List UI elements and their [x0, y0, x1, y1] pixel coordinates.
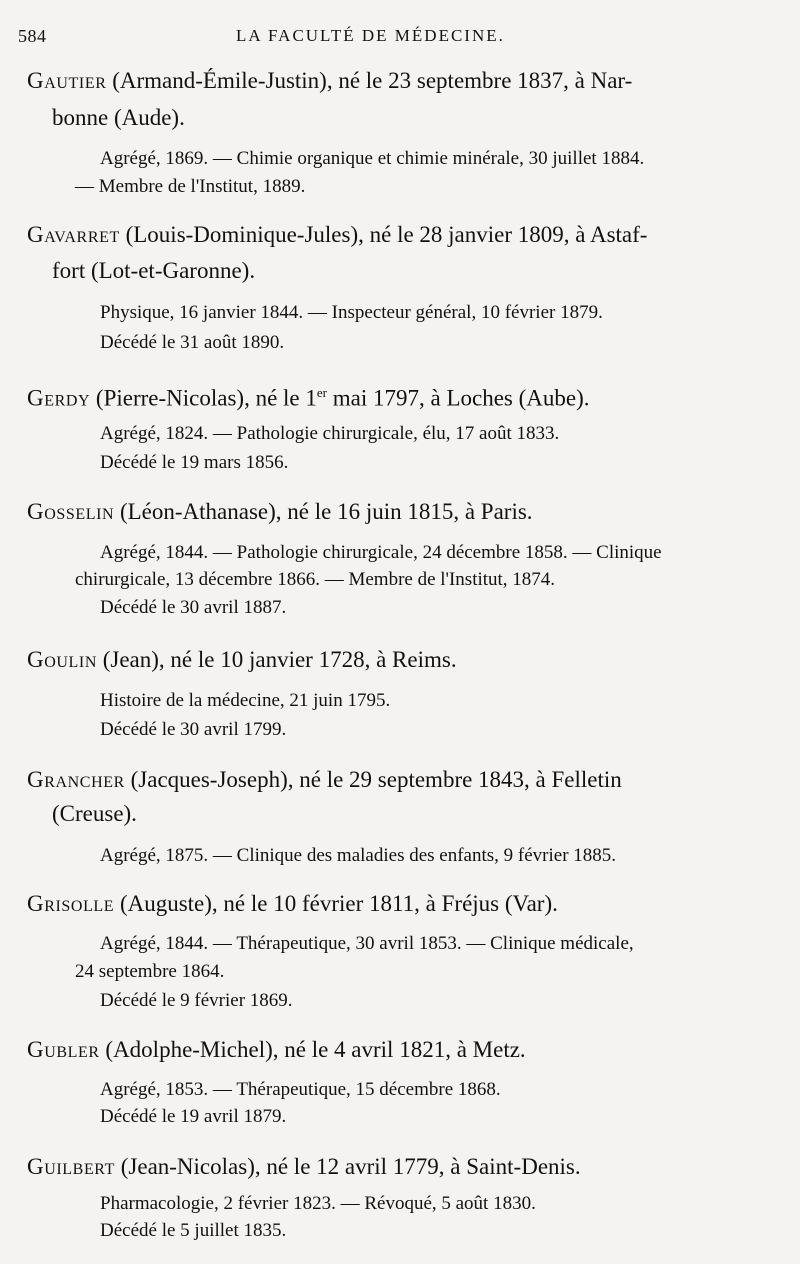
entry-detail: Décédé le 30 avril 1799.	[100, 719, 287, 740]
entry-detail: Décédé le 9 février 1869.	[100, 990, 293, 1011]
entry-heading	[27, 497, 778, 527]
surname: Gosselin	[27, 499, 115, 524]
surname: Gautier	[27, 68, 107, 93]
entry-detail: Décédé le 5 juillet 1835.	[100, 1220, 287, 1241]
entry-heading-text: (Jacques-Joseph), né le 29 septembre 1843, à Felletin	[124, 767, 622, 792]
surname: Guilbert	[27, 1154, 115, 1179]
entry-heading-text: (Jean), né le 10 janvier 1728, à Reims.	[96, 647, 457, 672]
entry-heading	[27, 645, 778, 675]
entry-detail: Agrégé, 1869. — Chimie organique et chimie minérale, 30 juillet 1884.	[100, 148, 645, 169]
surname: Gubler	[27, 1037, 100, 1062]
entry-heading-text: (Louis-Dominique-Jules), né le 28 janvier 1809, à Astaf-	[119, 222, 648, 247]
entry-heading	[27, 220, 778, 250]
entry-heading-continuation: (Creuse).	[52, 801, 137, 826]
entry-detail: chirurgicale, 13 décembre 1866. — Membre de l'Institut, 1874.	[75, 569, 556, 590]
entry-detail: — Membre de l'Institut, 1889.	[75, 176, 306, 197]
surname: Gavarret	[27, 222, 120, 247]
entry-detail: Agrégé, 1844. — Pathologie chirurgicale, 24 décembre 1858. — Clinique	[100, 542, 662, 563]
entry-heading-text: (Jean-Nicolas), né le 12 avril 1779, à Saint-Denis.	[115, 1154, 581, 1179]
entry-heading-continuation: fort (Lot-et-Garonne).	[52, 258, 256, 283]
surname: Goulin	[27, 647, 97, 672]
entry-detail: Décédé le 31 août 1890.	[100, 332, 285, 353]
entry-heading-text: (Pierre-Nicolas), né le 1	[90, 385, 317, 411]
running-head	[18, 26, 782, 50]
entry-detail: 24 septembre 1864.	[75, 961, 225, 982]
entry-heading	[27, 66, 778, 96]
entry-heading	[27, 1152, 778, 1182]
surname: Grisolle	[27, 891, 115, 916]
ordinal-superscript: er	[316, 385, 327, 400]
entry-heading-continuation: bonne (Aude).	[52, 105, 185, 130]
entry-detail: Histoire de la médecine, 21 juin 1795.	[100, 690, 391, 711]
entry-detail: Agrégé, 1824. — Pathologie chirurgicale, élu, 17 août 1833.	[100, 423, 560, 444]
running-title: LA FACULTÉ DE MÉDECINE.	[236, 26, 505, 45]
entry-detail: Pharmacologie, 2 février 1823. — Révoqué, 5 août 1830.	[100, 1193, 536, 1214]
page-number: 584	[18, 26, 47, 46]
entry-detail: Décédé le 19 avril 1879.	[100, 1106, 287, 1127]
surname: Grancher	[27, 767, 125, 792]
entry-detail: Agrégé, 1853. — Thérapeutique, 15 décembre 1868.	[100, 1079, 501, 1100]
entry-heading-text: mai 1797, à Loches (Aube).	[327, 385, 590, 411]
entry-heading-text: (Armand-Émile-Justin), né le 23 septembre 1837, à Nar-	[106, 68, 633, 93]
entry-heading	[27, 889, 778, 919]
surname: Gerdy	[27, 385, 91, 411]
entry-detail: Agrégé, 1875. — Clinique des maladies des enfants, 9 février 1885.	[100, 845, 617, 866]
entry-heading-text: (Léon-Athanase), né le 16 juin 1815, à Paris.	[114, 499, 533, 524]
entry-heading	[27, 1035, 778, 1065]
entry-heading-text: (Auguste), né le 10 février 1811, à Fréjus (Var).	[114, 891, 558, 916]
entry-heading	[27, 378, 778, 414]
entry-detail: Agrégé, 1844. — Thérapeutique, 30 avril 1853. — Clinique médicale,	[100, 933, 634, 954]
entry-detail: Décédé le 19 mars 1856.	[100, 452, 289, 473]
entry-heading-text: (Adolphe-Michel), né le 4 avril 1821, à Metz.	[99, 1037, 526, 1062]
entry-detail: Décédé le 30 avril 1887.	[100, 597, 287, 618]
entry-detail: Physique, 16 janvier 1844. — Inspecteur général, 10 février 1879.	[100, 302, 603, 323]
entry-heading	[27, 765, 778, 795]
